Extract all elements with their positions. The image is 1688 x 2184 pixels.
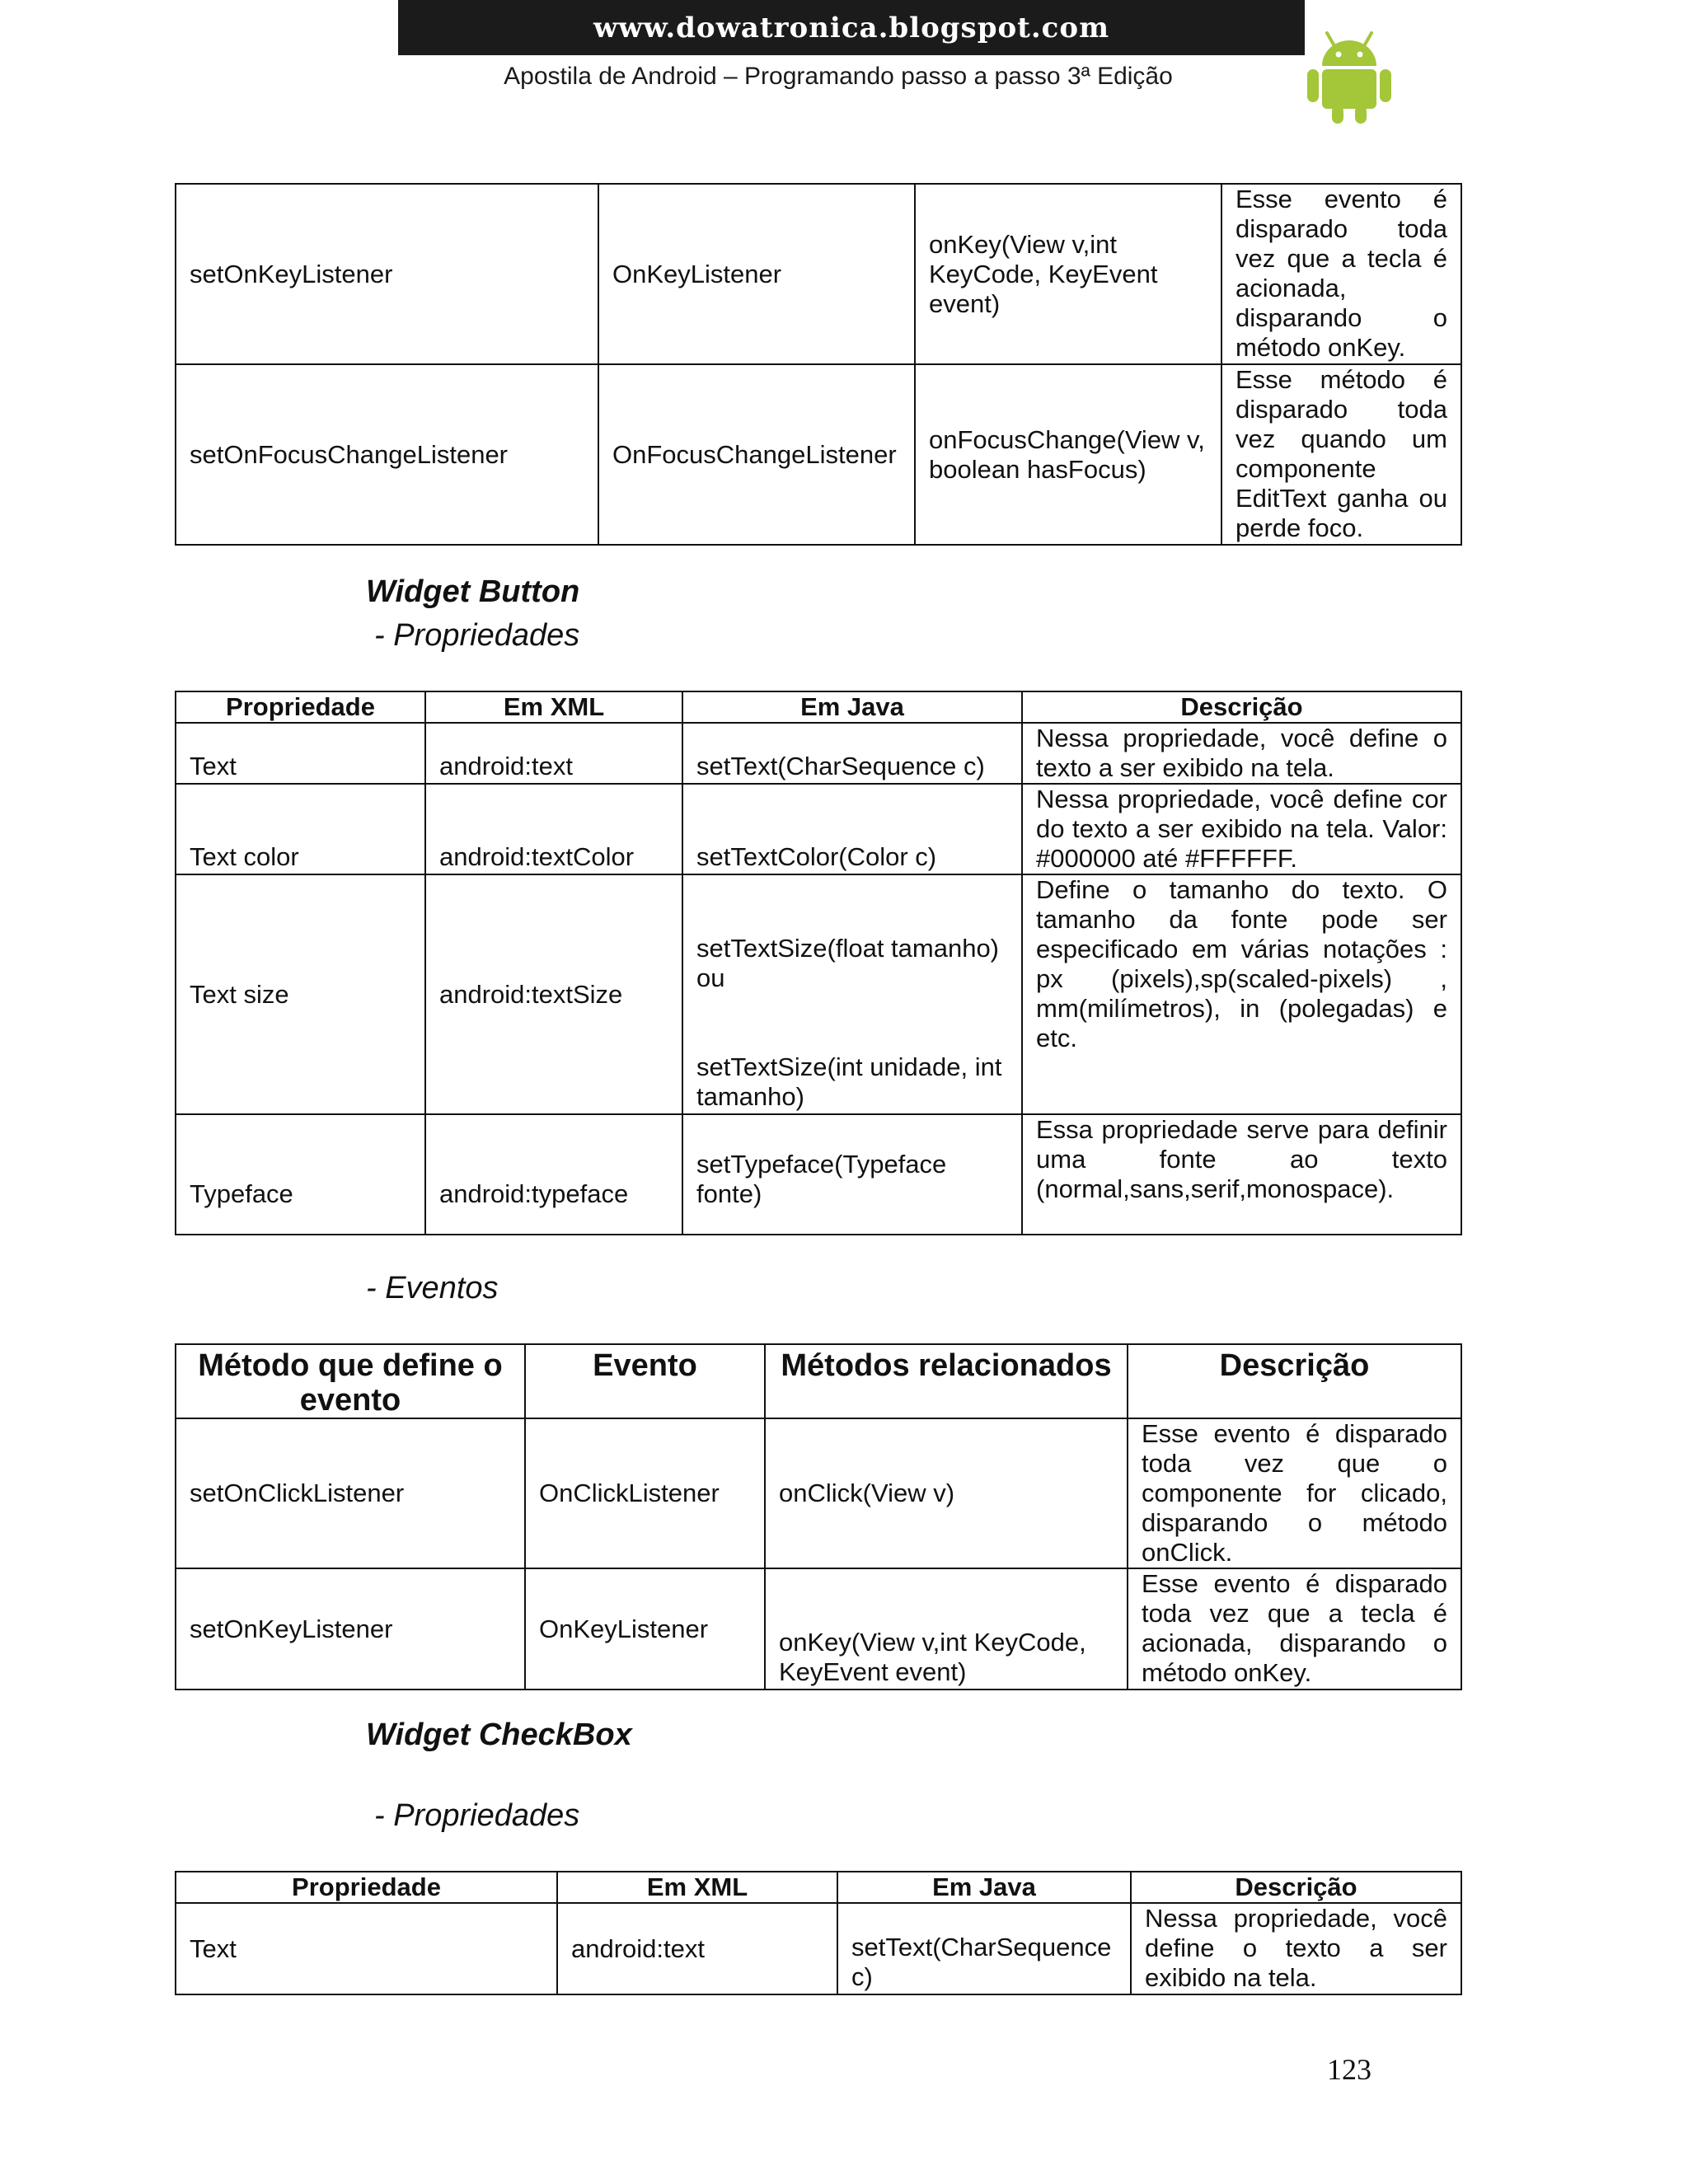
- java-cell: setText(CharSequence c): [837, 1903, 1131, 1994]
- related-cell: onClick(View v): [765, 1418, 1128, 1568]
- button-events-table: [175, 1343, 1462, 1690]
- java-method-line: setTextSize(float tamanho) ou: [696, 934, 1000, 992]
- java-cell: setTextColor(Color c): [682, 784, 1022, 874]
- java-method-line: setTextSize(int unidade, int tamanho): [696, 1052, 1002, 1111]
- table-row: [176, 364, 1461, 545]
- related-cell: onKey(View v,int KeyCode, KeyEvent event): [765, 1568, 1128, 1690]
- property-cell: Text size: [176, 874, 425, 1114]
- table-row: [176, 784, 1461, 874]
- property-cell: Typeface: [176, 1114, 425, 1235]
- method-cell: setOnFocusChangeListener: [176, 364, 598, 545]
- table-row: [176, 1114, 1461, 1235]
- header-cell: Em XML: [557, 1872, 837, 1903]
- table-header-row: [176, 691, 1461, 723]
- button-events-title: - Eventos: [366, 1271, 499, 1305]
- document-subtitle: Apostila de Android – Programando passo a passo 3ª Edição: [504, 63, 1173, 90]
- method-cell: setOnClickListener: [176, 1418, 525, 1568]
- header-cell: Em XML: [425, 691, 682, 723]
- events-table-continued: [175, 183, 1462, 546]
- header-banner: [398, 0, 1305, 55]
- android-robot-icon: [1304, 26, 1395, 125]
- header-cell: Evento: [525, 1344, 765, 1418]
- description-cell: Esse método é disparado toda vez quando um componente EditText ganha ou perde foco.: [1221, 364, 1461, 545]
- table-row: [176, 184, 1461, 364]
- table-row: [176, 1418, 1461, 1568]
- table-row: [176, 874, 1461, 1114]
- header-cell: Propriedade: [176, 691, 425, 723]
- page-number: 123: [1327, 2053, 1372, 2086]
- widget-button-title: Widget Button: [366, 574, 580, 609]
- header-cell: Em Java: [837, 1872, 1131, 1903]
- java-cell: setTypeface(Typeface fonte): [682, 1114, 1022, 1235]
- header-cell: Métodos relacionados: [765, 1344, 1128, 1418]
- button-props-title: - Propriedades: [374, 618, 580, 653]
- header-cell: Descrição: [1131, 1872, 1461, 1903]
- description-cell: Esse evento é disparado toda vez que o componente for clicado, disparando o método onClick.: [1128, 1418, 1461, 1568]
- event-cell: OnFocusChangeListener: [598, 364, 915, 545]
- xml-cell: android:text: [425, 723, 682, 784]
- header-cell: Em Java: [682, 691, 1022, 723]
- description-cell: Essa propriedade serve para definir uma fonte ao texto (normal,sans,serif,monospace).: [1022, 1114, 1461, 1235]
- method-cell: setOnKeyListener: [176, 184, 598, 364]
- java-cell: [682, 874, 1022, 1114]
- description-cell: Nessa propriedade, você define o texto a ser exibido na tela.: [1022, 723, 1461, 784]
- method-cell: setOnKeyListener: [176, 1568, 525, 1690]
- property-cell: Text: [176, 723, 425, 784]
- banner-url: www.dowatronica.blogspot.com: [593, 11, 1110, 45]
- event-cell: OnKeyListener: [598, 184, 915, 364]
- table-row: [176, 1568, 1461, 1690]
- description-cell: Esse evento é disparado toda vez que a tecla é acionada, disparando o método onKey.: [1128, 1568, 1461, 1690]
- table-header-row: [176, 1344, 1461, 1418]
- table-header-row: [176, 1872, 1461, 1903]
- property-cell: Text color: [176, 784, 425, 874]
- event-cell: OnClickListener: [525, 1418, 765, 1568]
- table-row: [176, 723, 1461, 784]
- header-cell: Descrição: [1022, 691, 1461, 723]
- description-cell: Define o tamanho do texto. O tamanho da fonte pode ser especificado em várias notações : px (pixels),sp(scaled-pixels) , mm(milímetros), in (polegadas) e etc.: [1022, 874, 1461, 1114]
- button-properties-table: [175, 691, 1462, 1235]
- xml-cell: android:textColor: [425, 784, 682, 874]
- widget-checkbox-title: Widget CheckBox: [366, 1718, 632, 1752]
- xml-cell: android:typeface: [425, 1114, 682, 1235]
- related-cell: onKey(View v,int KeyCode, KeyEvent event): [915, 184, 1221, 364]
- header-cell: Propriedade: [176, 1872, 557, 1903]
- checkbox-properties-table: [175, 1871, 1462, 1995]
- table-row: [176, 1903, 1461, 1994]
- header-cell: Método que define o evento: [176, 1344, 525, 1418]
- description-cell: Nessa propriedade, você define o texto a ser exibido na tela.: [1131, 1903, 1461, 1994]
- description-cell: Nessa propriedade, você define cor do texto a ser exibido na tela. Valor: #000000 até #FFFFFF.: [1022, 784, 1461, 874]
- description-cell: Esse evento é disparado toda vez que a tecla é acionada, disparando o método onKey.: [1221, 184, 1461, 364]
- xml-cell: android:text: [557, 1903, 837, 1994]
- xml-cell: android:textSize: [425, 874, 682, 1114]
- event-cell: OnKeyListener: [525, 1568, 765, 1690]
- header-cell: Descrição: [1128, 1344, 1461, 1418]
- property-cell: Text: [176, 1903, 557, 1994]
- checkbox-props-title: - Propriedades: [374, 1798, 580, 1833]
- java-cell: setText(CharSequence c): [682, 723, 1022, 784]
- related-cell: onFocusChange(View v, boolean hasFocus): [915, 364, 1221, 545]
